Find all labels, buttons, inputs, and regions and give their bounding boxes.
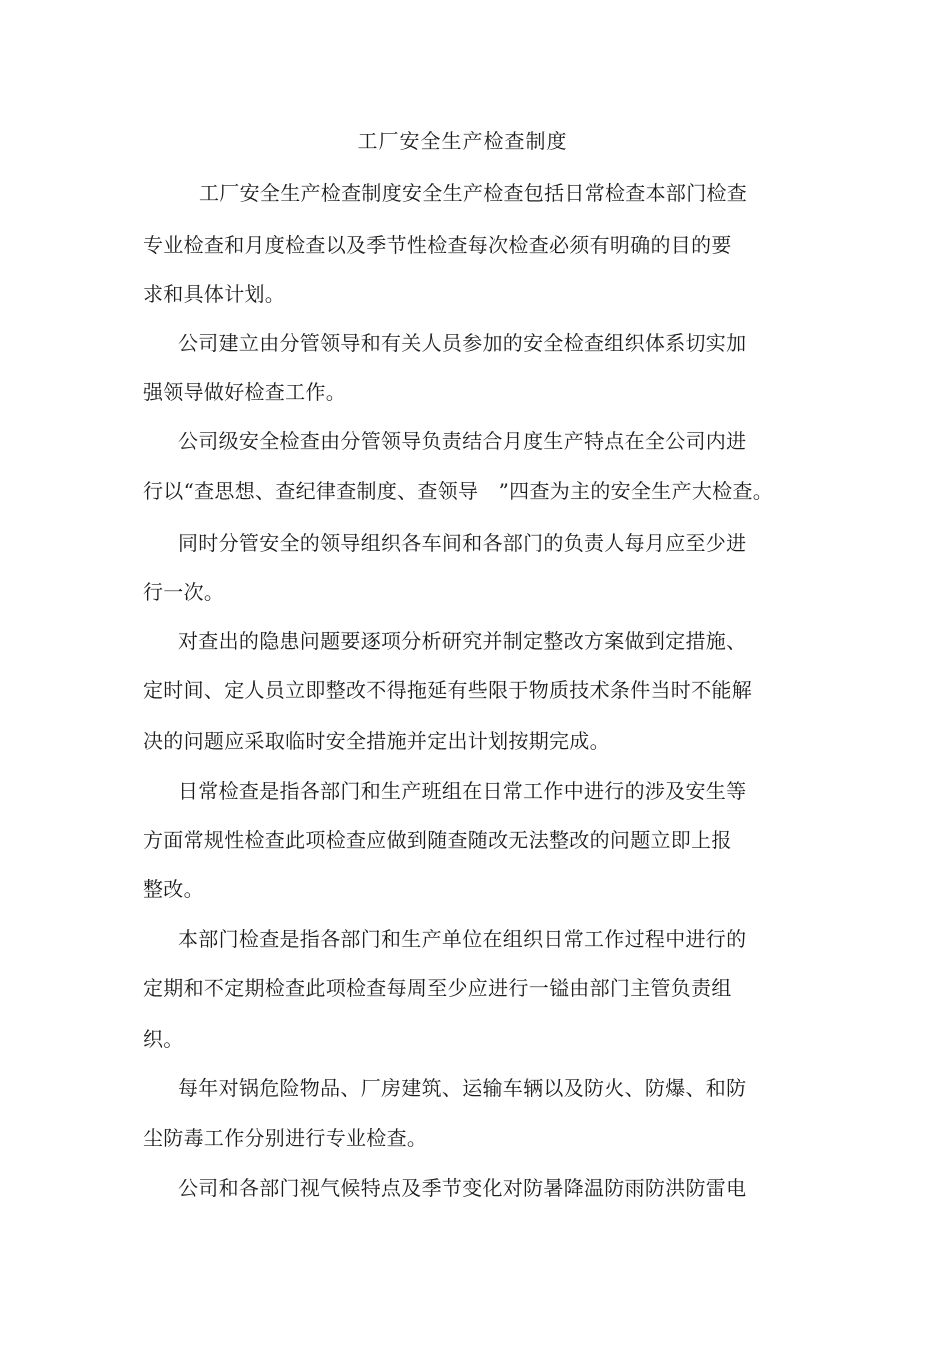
- text-line-1: 工厂安全生产检查制度安全生产检查包括日常检查本部门检查: [199, 181, 748, 205]
- text-line-17: 定期和不定期检查此项检查每周至少应进行一镒由部门主管负责组: [143, 976, 732, 1000]
- text-line-13: 日常检查是指各部门和生产班组在日常工作中进行的涉及安生等: [178, 779, 747, 803]
- text-line-14: 方面常规性检查此项检查应做到随查随改无法整改的问题立即上报: [143, 828, 732, 852]
- text-line-7: 行以“查思想、查纪律查制度、查领导 ”四查为主的安全生产大检查。: [143, 479, 774, 503]
- text-line-12: 决的问题应采取临时安全措施并定出计划按期完成。: [143, 729, 610, 753]
- text-line-3: 求和具体计划。: [143, 282, 286, 306]
- text-line-6: 公司级安全检查由分管领导负责结合月度生产特点在全公司内进: [178, 429, 747, 453]
- text-line-8: 同时分管安全的领导组织各车间和各部门的负责人每月应至少进: [178, 531, 747, 555]
- text-line-2: 专业检查和月度检查以及季节性检查每次检查必须有明确的目的要: [143, 233, 732, 257]
- text-line-19: 每年对锅危险物品、厂房建筑、运输车辆以及防火、防爆、和防: [178, 1076, 747, 1100]
- text-line-4: 公司建立由分管领导和有关人员参加的安全检查组织体系切实加: [178, 331, 747, 355]
- text-line-20: 尘防毒工作分别进行专业检查。: [143, 1126, 428, 1150]
- text-line-11: 定时间、定人员立即整改不得拖延有些限于物质技术条件当时不能解: [143, 678, 752, 702]
- text-line-18: 织。: [143, 1027, 184, 1051]
- text-line-5: 强领导做好检查工作。: [143, 380, 346, 404]
- text-line-10: 对查出的隐患问题要逐项分析研究并制定整改方案做到定措施、: [178, 629, 747, 653]
- text-line-21: 公司和各部门视气候特点及季节变化对防暑降温防雨防洪防雷电: [178, 1176, 747, 1200]
- text-line-16: 本部门检查是指各部门和生产单位在组织日常工作过程中进行的: [178, 927, 747, 951]
- text-line-15: 整改。: [143, 877, 204, 901]
- text-line-9: 行一次。: [143, 580, 225, 604]
- document-title: 工厂安全生产检查制度: [357, 129, 568, 153]
